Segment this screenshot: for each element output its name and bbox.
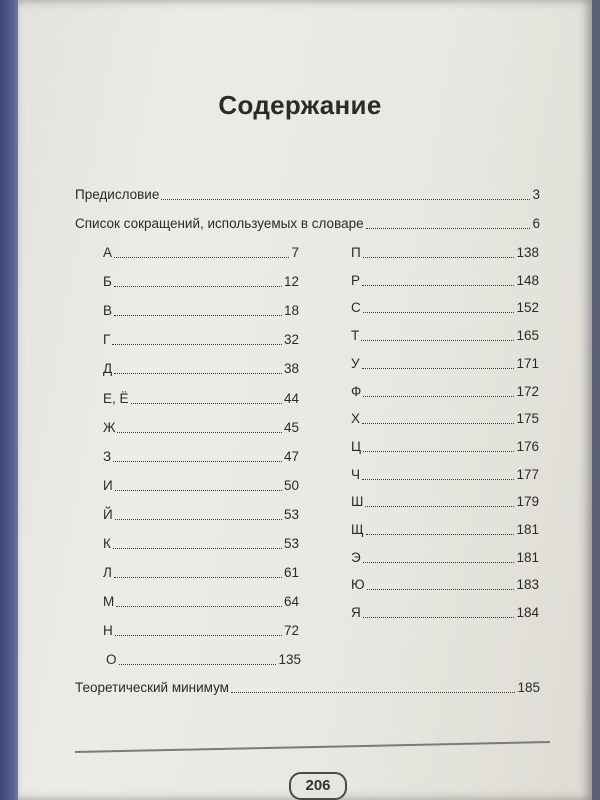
dot-leader (131, 403, 282, 404)
dot-leader (363, 396, 514, 397)
toc-entry-page: 185 (517, 680, 540, 695)
dot-leader (115, 635, 282, 636)
toc-letter-page: 47 (283, 448, 299, 464)
toc-letter-label: К (103, 536, 111, 551)
toc-letter-entry[interactable] (351, 522, 539, 538)
toc-letter-label: Х (351, 411, 361, 427)
toc-letter-label: А (103, 245, 113, 260)
toc-letter-page: 177 (516, 466, 539, 482)
toc-letter-label: С (351, 300, 361, 316)
dot-leader (117, 432, 282, 433)
dot-leader (114, 577, 282, 578)
toc-letter-page: 38 (283, 361, 299, 377)
toc-letter-page: 32 (283, 332, 299, 348)
dot-leader (362, 423, 514, 424)
toc-letter-entry[interactable] (103, 594, 299, 610)
toc-letter-entry[interactable] (103, 361, 299, 377)
toc-letter-label: Е, Ё (103, 390, 129, 406)
toc-letter-entry[interactable] (351, 384, 539, 400)
dot-leader (115, 519, 282, 520)
toc-letter-label: Т (351, 328, 360, 344)
toc-letter-label: Р (351, 272, 361, 288)
toc-letter-entry[interactable] (351, 328, 539, 344)
toc-letter-label: У (351, 355, 360, 371)
toc-letter-entry[interactable] (103, 565, 299, 581)
dot-leader (112, 344, 282, 345)
toc-letter-entry[interactable] (103, 245, 299, 261)
toc-letter-entry[interactable] (106, 652, 301, 668)
dot-leader (367, 589, 515, 590)
dot-leader (231, 692, 516, 693)
dot-leader (361, 340, 514, 341)
toc-letter-label: М (103, 594, 115, 610)
dot-leader (362, 368, 515, 369)
toc-letter-page: 44 (283, 390, 299, 406)
toc-letter-label: Д (103, 361, 113, 377)
toc-letter-label: Ю (351, 577, 365, 593)
toc-entry-label: Список сокращений, используемых в словаре (75, 216, 364, 231)
toc-letter-label: Э (351, 549, 361, 565)
toc-entry-label: Предисловие (75, 187, 160, 202)
dot-leader (115, 490, 282, 491)
toc-letter-label: Н (103, 623, 113, 639)
toc-letter-page: 138 (516, 245, 539, 260)
dot-leader (113, 461, 282, 462)
toc-letter-entry[interactable] (351, 550, 539, 566)
toc-letter-entry[interactable] (351, 494, 539, 510)
toc-letter-page: 53 (283, 536, 299, 551)
toc-letter-entry[interactable] (103, 391, 299, 407)
toc-letter-entry[interactable] (351, 605, 539, 621)
toc-letter-label: О (106, 652, 117, 668)
toc-letter-page: 50 (283, 477, 299, 493)
toc-letter-label: Й (103, 506, 113, 522)
dot-leader (363, 562, 515, 563)
toc-letter-label: Ф (351, 383, 362, 399)
toc-letter-label: Ж (103, 419, 116, 435)
toc-letter-page: 175 (516, 411, 539, 427)
dot-leader (366, 534, 515, 535)
toc-letter-page: 152 (516, 300, 539, 316)
toc-letter-entry[interactable] (103, 478, 299, 494)
toc-letter-label: П (351, 245, 361, 260)
toc-letter-label: Г (103, 332, 111, 348)
toc-letter-entry[interactable] (351, 356, 539, 372)
toc-letter-page: 184 (516, 605, 539, 621)
dot-leader (114, 286, 282, 287)
toc-letter-entry[interactable] (351, 577, 539, 593)
toc-letter-label: Б (103, 274, 112, 290)
toc-letter-page: 12 (283, 274, 299, 290)
dot-leader (363, 257, 515, 258)
toc-letter-page: 171 (516, 355, 539, 371)
dot-leader (161, 199, 530, 200)
toc-letter-page: 72 (283, 623, 299, 639)
dot-leader (362, 285, 514, 286)
dot-leader (114, 315, 282, 316)
toc-entry-label: Теоретический минимум (75, 680, 229, 695)
toc-letter-label: И (103, 477, 113, 493)
dot-leader (363, 312, 515, 313)
toc-letter-label: В (103, 303, 113, 319)
toc-letter-page: 53 (283, 506, 299, 522)
toc-letter-label: З (103, 448, 112, 464)
toc-letter-label: Ч (351, 466, 360, 482)
toc-letter-page: 148 (516, 272, 539, 288)
toc-letter-entry[interactable] (351, 300, 539, 316)
toc-letter-label: Ц (351, 438, 361, 454)
dot-leader (363, 617, 515, 618)
dot-leader (365, 506, 514, 507)
toc-letter-entry[interactable] (103, 623, 299, 639)
toc-letter-page: 181 (516, 549, 539, 565)
toc-entry-page: 6 (532, 216, 540, 231)
dot-leader (119, 664, 277, 665)
toc-letter-page: 179 (516, 494, 539, 510)
toc-letter-page: 64 (283, 594, 299, 610)
toc-letter-entry[interactable] (103, 536, 299, 552)
toc-letter-page: 135 (278, 652, 301, 668)
toc-letter-label: Я (351, 605, 361, 621)
toc-letter-entry[interactable] (351, 467, 539, 483)
toc-letter-entry[interactable] (103, 332, 299, 348)
toc-letter-page: 172 (516, 383, 539, 399)
toc-letter-entry[interactable] (351, 273, 539, 289)
toc-letter-page: 183 (516, 577, 539, 593)
toc-letter-entry[interactable] (103, 274, 299, 290)
toc-letter-label: Щ (351, 522, 364, 537)
toc-letter-label: Ш (351, 494, 364, 510)
toc-letter-entry[interactable] (103, 303, 299, 319)
dot-leader (363, 451, 514, 452)
toc-entry-page: 3 (532, 187, 540, 202)
toc-entry-preface[interactable] (75, 187, 540, 203)
dot-leader (114, 257, 289, 258)
toc-entry-theory[interactable] (75, 680, 540, 696)
toc-letter-entry[interactable] (103, 420, 299, 436)
page-number: 206 (289, 772, 347, 800)
toc-letter-page: 7 (291, 245, 299, 260)
toc-letter-page: 176 (516, 438, 539, 454)
dot-leader (113, 548, 282, 549)
toc-letter-page: 181 (516, 522, 539, 537)
toc-letter-page: 45 (283, 419, 299, 435)
toc-letter-page: 61 (283, 565, 299, 581)
toc-letter-page: 18 (283, 303, 299, 319)
dot-leader (116, 606, 282, 607)
toc-letter-entry[interactable] (103, 449, 299, 465)
toc-letter-page: 165 (516, 328, 539, 344)
toc-entry-abbreviations[interactable] (75, 216, 540, 232)
toc-letter-entry[interactable] (351, 439, 539, 455)
dot-leader (366, 228, 531, 229)
page-title: Содержание (218, 90, 382, 120)
toc-letter-entry[interactable] (351, 245, 539, 261)
toc-letter-entry[interactable] (103, 507, 299, 523)
dot-leader (362, 479, 514, 480)
toc-letter-label: Л (103, 565, 112, 581)
toc-letter-entry[interactable] (351, 411, 539, 427)
dot-leader (114, 373, 282, 374)
